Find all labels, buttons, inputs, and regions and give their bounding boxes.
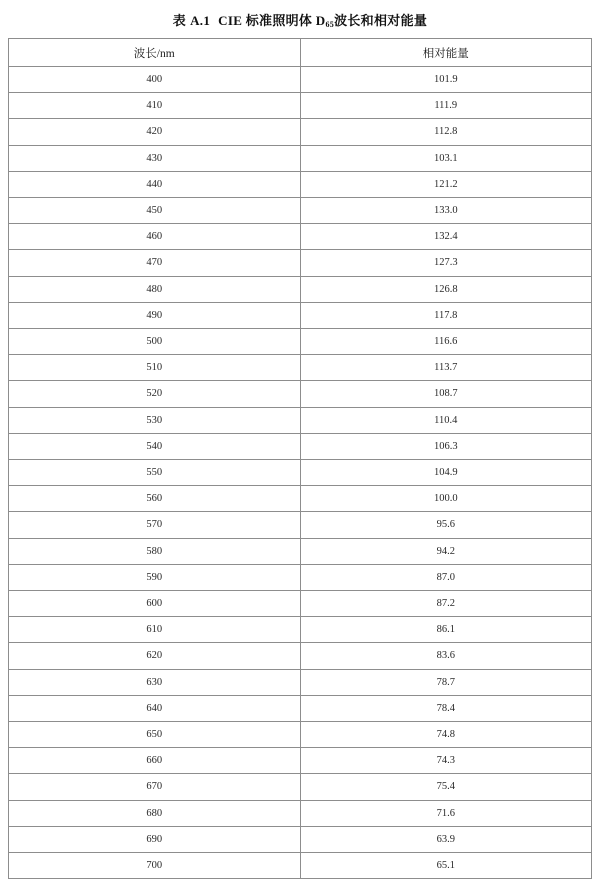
table-row [9, 407, 592, 433]
cell-wavelength: 430 [9, 145, 301, 171]
table-row [9, 224, 592, 250]
caption-label: 表 [172, 13, 187, 28]
table-row [9, 591, 592, 617]
cell-relative-power: 78.4 [300, 695, 592, 721]
table-row [9, 250, 592, 276]
cell-relative-power: 121.2 [300, 171, 592, 197]
cell-wavelength: 690 [9, 826, 301, 852]
table-row [9, 171, 592, 197]
cell-wavelength: 650 [9, 722, 301, 748]
cell-wavelength: 470 [9, 250, 301, 276]
table-row [9, 826, 592, 852]
cell-relative-power: 126.8 [300, 276, 592, 302]
table-row [9, 643, 592, 669]
table-row [9, 93, 592, 119]
table-row [9, 329, 592, 355]
table-row [9, 748, 592, 774]
cell-wavelength: 630 [9, 669, 301, 695]
cell-wavelength: 480 [9, 276, 301, 302]
cell-wavelength: 700 [9, 853, 301, 879]
cell-relative-power: 116.6 [300, 329, 592, 355]
table-caption [8, 0, 592, 38]
cell-wavelength: 500 [9, 329, 301, 355]
table-row [9, 355, 592, 381]
table-row [9, 276, 592, 302]
table-row [9, 669, 592, 695]
cell-wavelength: 460 [9, 224, 301, 250]
table-body [9, 67, 592, 879]
cell-wavelength: 440 [9, 171, 301, 197]
cell-wavelength: 550 [9, 460, 301, 486]
table-row [9, 198, 592, 224]
cell-relative-power: 132.4 [300, 224, 592, 250]
cell-relative-power: 65.1 [300, 853, 592, 879]
cell-relative-power: 106.3 [300, 433, 592, 459]
table-row [9, 774, 592, 800]
cell-relative-power: 127.3 [300, 250, 592, 276]
table-row [9, 800, 592, 826]
cell-relative-power: 71.6 [300, 800, 592, 826]
cell-relative-power: 113.7 [300, 355, 592, 381]
cell-wavelength: 680 [9, 800, 301, 826]
cell-relative-power: 100.0 [300, 486, 592, 512]
cell-wavelength: 410 [9, 93, 301, 119]
cell-wavelength: 420 [9, 119, 301, 145]
cell-relative-power: 112.8 [300, 119, 592, 145]
cell-relative-power: 103.1 [300, 145, 592, 171]
table-row [9, 67, 592, 93]
table-row [9, 512, 592, 538]
table-row [9, 381, 592, 407]
cell-relative-power: 87.0 [300, 564, 592, 590]
table-row [9, 302, 592, 328]
cell-wavelength: 400 [9, 67, 301, 93]
table-header-row [9, 39, 592, 67]
cell-relative-power: 111.9 [300, 93, 592, 119]
table-row [9, 853, 592, 879]
cell-relative-power: 75.4 [300, 774, 592, 800]
caption-number: A.1 [190, 13, 211, 28]
cell-wavelength: 640 [9, 695, 301, 721]
cell-wavelength: 510 [9, 355, 301, 381]
cell-relative-power: 101.9 [300, 67, 592, 93]
cell-wavelength: 560 [9, 486, 301, 512]
cell-wavelength: 590 [9, 564, 301, 590]
cell-relative-power: 117.8 [300, 302, 592, 328]
cell-wavelength: 670 [9, 774, 301, 800]
cell-relative-power: 78.7 [300, 669, 592, 695]
cell-relative-power: 63.9 [300, 826, 592, 852]
cell-relative-power: 133.0 [300, 198, 592, 224]
cell-wavelength: 490 [9, 302, 301, 328]
cell-relative-power: 108.7 [300, 381, 592, 407]
table-row [9, 145, 592, 171]
cell-wavelength: 540 [9, 433, 301, 459]
cell-wavelength: 570 [9, 512, 301, 538]
cell-relative-power: 94.2 [300, 538, 592, 564]
cell-wavelength: 660 [9, 748, 301, 774]
cell-relative-power: 86.1 [300, 617, 592, 643]
cell-relative-power: 83.6 [300, 643, 592, 669]
table-row [9, 564, 592, 590]
table-row [9, 433, 592, 459]
table-row [9, 695, 592, 721]
table-row [9, 722, 592, 748]
cell-wavelength: 520 [9, 381, 301, 407]
table-row [9, 119, 592, 145]
cell-wavelength: 580 [9, 538, 301, 564]
cell-relative-power: 95.6 [300, 512, 592, 538]
column-header-wavelength: 波长/nm [9, 39, 301, 67]
cell-wavelength: 620 [9, 643, 301, 669]
table-row [9, 538, 592, 564]
illuminant-data-table [8, 38, 592, 879]
cell-wavelength: 610 [9, 617, 301, 643]
table-row [9, 486, 592, 512]
cell-relative-power: 87.2 [300, 591, 592, 617]
cell-relative-power: 110.4 [300, 407, 592, 433]
caption-title-after: 波长和相对能量 [334, 13, 428, 28]
column-header-relative-power: 相对能量 [300, 39, 592, 67]
cell-relative-power: 104.9 [300, 460, 592, 486]
cell-relative-power: 74.3 [300, 748, 592, 774]
table-row [9, 617, 592, 643]
cell-relative-power: 74.8 [300, 722, 592, 748]
cell-wavelength: 530 [9, 407, 301, 433]
cell-wavelength: 450 [9, 198, 301, 224]
caption-title-before: CIE 标准照明体 D [218, 13, 326, 28]
caption-title-subscript: 65 [325, 20, 335, 29]
cell-wavelength: 600 [9, 591, 301, 617]
table-row [9, 460, 592, 486]
